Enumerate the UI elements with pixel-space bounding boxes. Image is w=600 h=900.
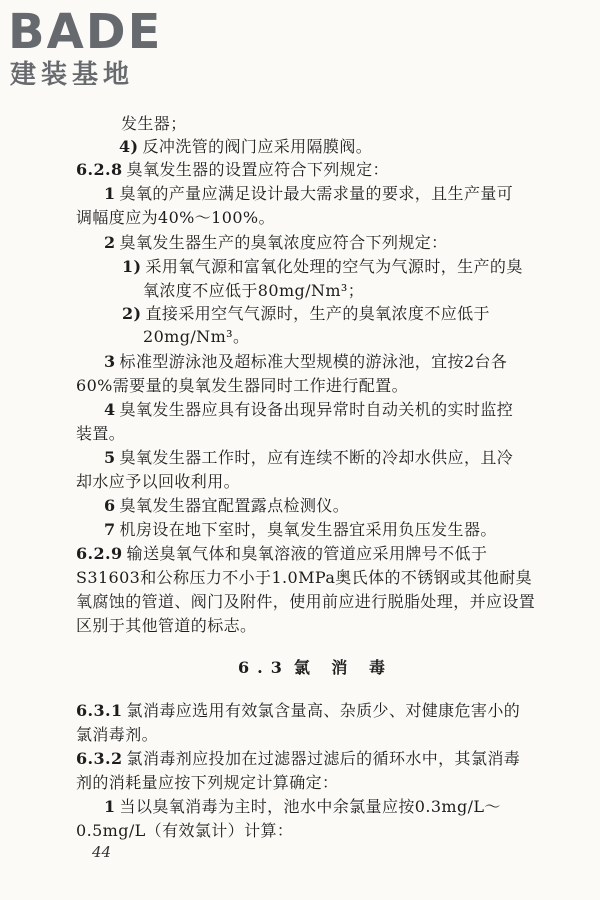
list-item: 5 臭氧发生器工作时，应有连续不断的冷却水供应，且冷 — [104, 448, 514, 467]
logo-subtitle: 建装基地 — [10, 60, 135, 90]
text-line: S31603和公称压力不小于1.0MPa奥氏体的不锈钢或其他耐臭 — [76, 568, 533, 587]
list-item: 2) 直接采用空气气源时，生产的臭氧浓度不应低于 — [122, 304, 490, 323]
text-line: 装置。 — [76, 424, 126, 443]
list-item: 6 臭氧发生器宜配置露点检测仪。 — [104, 496, 350, 515]
text-line: 氧浓度不应低于80mg/Nm³； — [143, 281, 365, 300]
list-item: 2 臭氧发生器生产的臭氧浓度应符合下列规定： — [104, 233, 448, 252]
clause-heading: 6.2.9 输送臭氧气体和臭氧溶液的管道应采用牌号不低于 — [76, 544, 488, 563]
text-line: 20mg/Nm³。 — [143, 327, 250, 346]
text-line: 剂的消耗量应按下列规定计算确定： — [76, 773, 339, 792]
text-line: 发生器； — [121, 114, 187, 133]
list-item: 3 标准型游泳池及超标准大型规模的游泳池，宜按2台各 — [104, 352, 508, 371]
list-item: 4) 反冲洗管的阀门应采用隔膜阀。 — [119, 137, 373, 156]
text-line: 0.5mg/L（有效氯计）计算： — [76, 821, 294, 840]
text-line: 氧腐蚀的管道、阀门及附件，使用前应进行脱脂处理，并应设置 — [76, 592, 536, 611]
logo-mark: BADE — [8, 4, 163, 60]
list-item: 4 臭氧发生器应具有设备出现异常时自动关机的实时监控 — [104, 400, 514, 419]
list-item: 7 机房设在地下室时，臭氧发生器宜采用负压发生器。 — [104, 520, 497, 539]
text-line: 60%需要量的臭氧发生器同时工作进行配置。 — [76, 376, 408, 395]
clause-heading: 6.3.1 氯消毒应选用有效氯含量高、杂质少、对健康危害小的 — [76, 701, 521, 720]
text-line: 调幅度应为40%～100%。 — [76, 208, 275, 227]
list-item: 1 当以臭氧消毒为主时，池水中余氯量应按0.3mg/L～ — [104, 797, 501, 816]
section-heading: 6.3 氯 消 毒 — [238, 658, 393, 677]
publisher-logo — [6, 6, 186, 92]
text-line: 却水应予以回收利用。 — [76, 472, 241, 491]
clause-heading: 6.2.8 臭氧发生器的设置应符合下列规定： — [76, 160, 389, 179]
text-line: 氯消毒剂。 — [76, 725, 159, 744]
clause-heading: 6.3.2 氯消毒剂应投加在过滤器过滤后的循环水中，其氯消毒 — [76, 749, 521, 768]
page-number: 44 — [92, 843, 112, 861]
list-item: 1 臭氧的产量应满足设计最大需求量的要求，且生产量可 — [104, 184, 514, 203]
list-item: 1) 采用氧气源和富氧化处理的空气为气源时，生产的臭 — [122, 257, 523, 276]
text-line: 区别于其他管道的标志。 — [76, 616, 257, 635]
